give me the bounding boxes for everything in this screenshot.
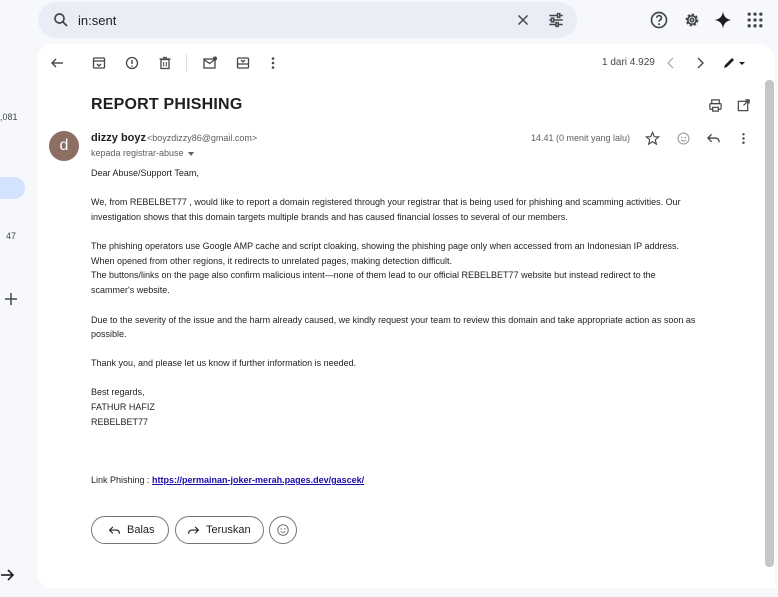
archive-icon[interactable] xyxy=(91,55,107,71)
gemini-sparkle-icon[interactable] xyxy=(713,10,733,30)
link-label: Link Phishing : xyxy=(91,475,153,485)
forward-icon xyxy=(187,524,200,537)
message-timestamp: 14.41 (0 menit yang lalu) xyxy=(531,133,631,143)
body-line: When opened from other regions, it redirects to unrelated pages, making detection difficult. xyxy=(91,256,453,266)
top-bar xyxy=(0,0,778,40)
help-icon[interactable] xyxy=(649,10,669,30)
pagination-count: 1 dari 4.929 xyxy=(602,57,655,68)
rail-count-other: 47 xyxy=(6,231,17,241)
recipients-text: kepada registrar-abuse xyxy=(91,148,184,158)
avatar[interactable]: d xyxy=(49,131,79,161)
mark-unread-icon[interactable] xyxy=(202,55,218,71)
print-icon[interactable] xyxy=(708,98,723,113)
rail-selected-item[interactable] xyxy=(0,177,25,199)
scrollbar[interactable] xyxy=(765,80,774,567)
smiley-icon xyxy=(276,523,290,537)
toolbar-divider xyxy=(186,54,187,72)
body-line: investigation shows that this domain targets multiple brands and has caused financial losses to several of our members. xyxy=(91,212,568,222)
open-new-window-icon[interactable] xyxy=(736,98,751,113)
reply-button-label: Balas xyxy=(127,524,155,536)
recipient-details-toggle[interactable] xyxy=(91,148,194,158)
star-icon[interactable] xyxy=(645,131,660,146)
reply-icon[interactable] xyxy=(706,131,721,146)
signature-line: Best regards, xyxy=(91,387,145,397)
email-subject: REPORT PHISHING xyxy=(91,96,243,113)
more-vert-icon[interactable] xyxy=(736,131,751,146)
report-spam-icon[interactable] xyxy=(124,55,140,71)
sender-name[interactable]: dizzy boyz xyxy=(91,132,147,144)
phishing-link[interactable]: https://permainan-joker-merah.pages.dev/gascek/ xyxy=(152,475,365,485)
close-icon[interactable] xyxy=(514,11,532,29)
search-bar[interactable] xyxy=(38,2,577,38)
forward-button[interactable] xyxy=(175,516,264,544)
input-tools-pen-icon[interactable] xyxy=(721,55,747,71)
chevron-down-icon[interactable] xyxy=(188,152,194,156)
body-line: The buttons/links on the page also confirm malicious intent—none of them lead to our official REBELBET77 website but instead redirect to the xyxy=(91,270,656,280)
back-arrow-icon[interactable] xyxy=(49,55,65,71)
more-vert-icon[interactable] xyxy=(265,55,281,71)
apps-grid-icon[interactable] xyxy=(745,10,765,30)
body-line: The phishing operators use Google AMP cache and script cloaking, showing the phishing page only when accessed from an Indonesian IP address. xyxy=(91,241,680,251)
signature-line: FATHUR HAFIZ xyxy=(91,402,155,412)
phishing-link-line xyxy=(91,475,364,485)
add-label-icon[interactable] xyxy=(4,292,18,306)
reply-icon xyxy=(108,524,121,537)
settings-gear-icon[interactable] xyxy=(682,10,702,30)
body-greeting: Dear Abuse/Support Team, xyxy=(91,168,199,178)
emoji-react-button[interactable] xyxy=(269,516,297,544)
sender-email: <boyzdizzy86@gmail.com> xyxy=(147,133,258,143)
arrow-right-icon[interactable] xyxy=(0,567,16,583)
reply-button[interactable] xyxy=(91,516,169,544)
chevron-left-icon[interactable] xyxy=(663,55,679,71)
body-line: possible. xyxy=(91,329,127,339)
body-line: Thank you, and please let us know if further information is needed. xyxy=(91,358,357,368)
rail-count-inbox: ,081 xyxy=(0,112,18,122)
search-icon[interactable] xyxy=(52,11,70,29)
move-to-icon[interactable] xyxy=(235,55,251,71)
search-options-icon[interactable] xyxy=(547,11,565,29)
trash-icon[interactable] xyxy=(157,55,173,71)
chevron-right-icon[interactable] xyxy=(692,55,708,71)
emoji-reaction-icon[interactable] xyxy=(676,131,691,146)
forward-button-label: Teruskan xyxy=(206,524,251,536)
body-line: Due to the severity of the issue and the harm already caused, we kindly request your team to review this domain and take appropriate action as soon as xyxy=(91,315,696,325)
signature-line: REBELBET77 xyxy=(91,417,149,427)
body-line: scammer's website. xyxy=(91,285,170,295)
search-input[interactable]: in:sent xyxy=(78,13,117,28)
body-line: We, from REBELBET77 , would like to report a domain registered through your registrar that is being used for phishing and scamming activities. Our xyxy=(91,197,681,207)
